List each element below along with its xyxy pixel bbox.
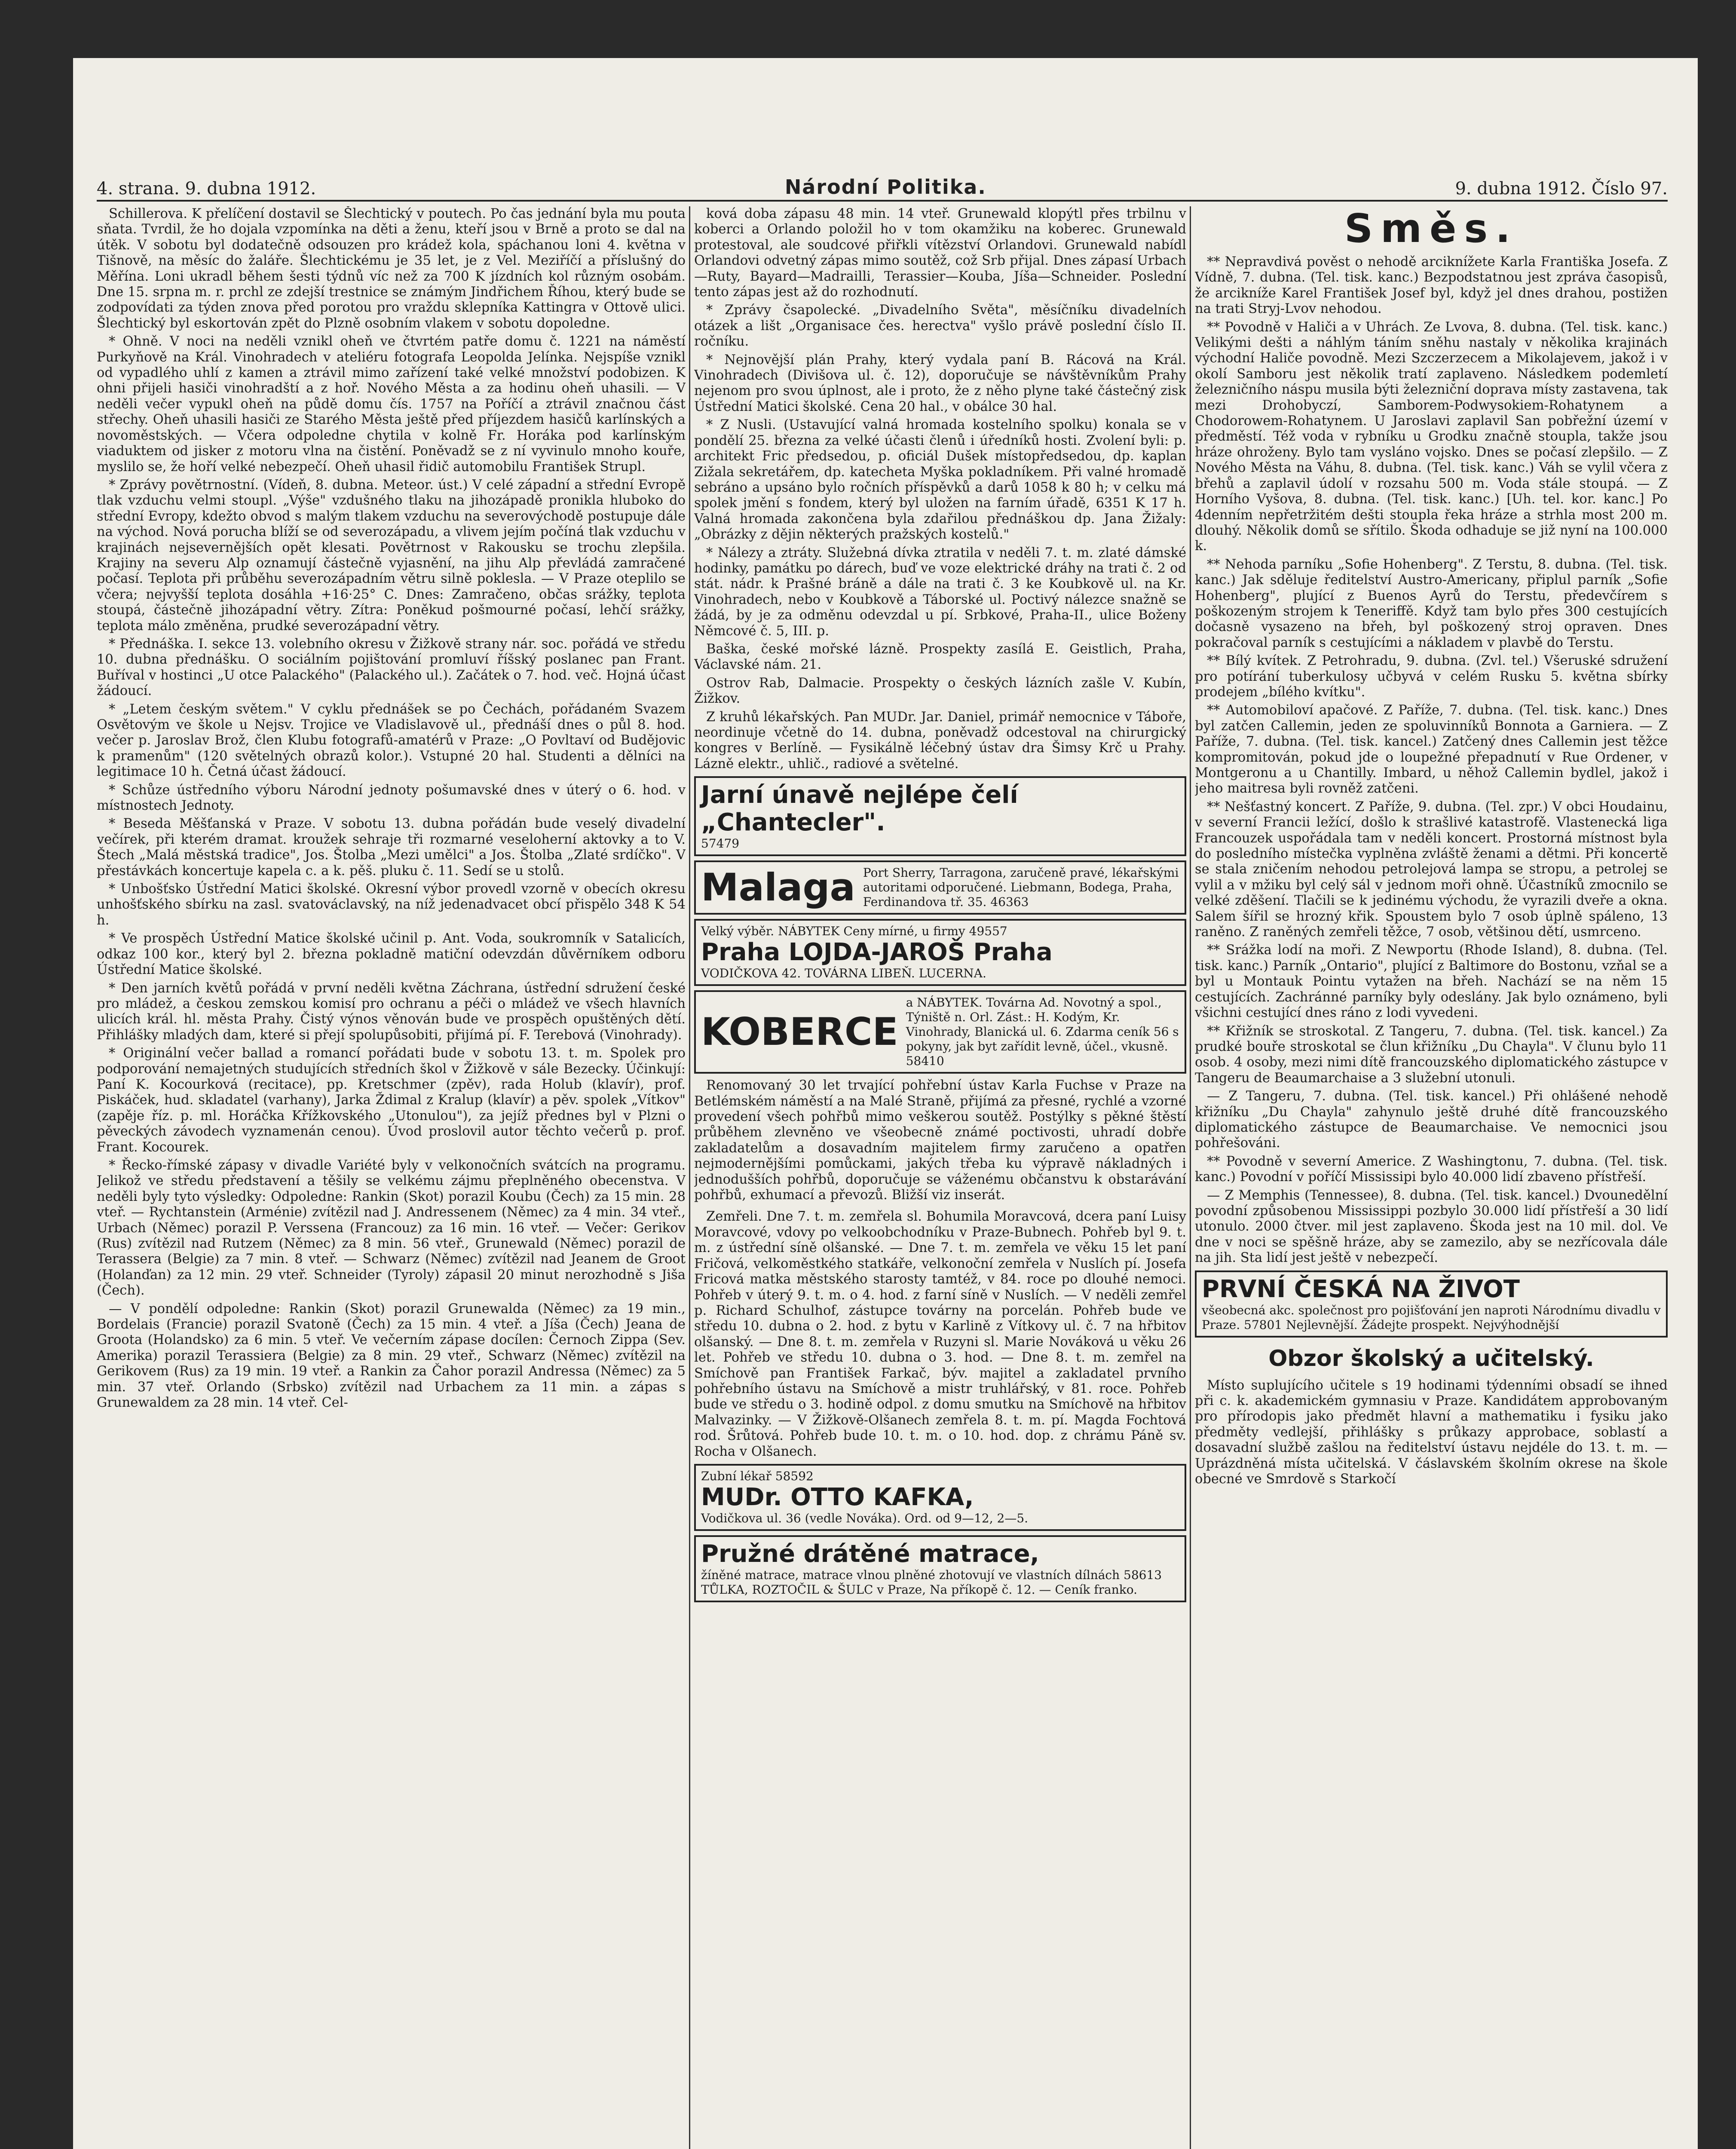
article-paragraph: ková doba zápasu 48 min. 14 vteř. Grunewald klopýtl přes trbilnu v koberci a Orlando položil ho v tom okamžiku na koberec. Grunewald protestoval, ale soudcové přiřkli vítězství Orlandovi. Grunewald nabídl Orlandovi odvetný zápas mimo soutěž, což Srb přijal. Dnes zápasí Urbach—Ruty, Bayard—Madrailli, Terassier—Kouba, Jíša—Schneider. Poslední tento zápas jest až do rozhodnutí. (694, 206, 1186, 300)
column-rule (689, 206, 690, 2149)
article-paragraph: * Unbošťsko Ústřední Matici školské. Okresní výbor provedl vzorně v obecích okresu unhošťského sbírku na zasl. svatováclavský, na níž jedenadvacet obcí přispělo 348 K 54 h. (97, 882, 686, 928)
article-paragraph: * „Letem českým světem." V cyklu přednášek se po Čechách, pořádaném Svazem Osvětovým ve škole u Nejsv. Trojice ve Vladislavově ul., přednáší dnes o půl 8. hod. večer p. Jaroslav Brož, člen Klubu fotografů-amatérů v Praze: „O Povltaví od Budějovic k pramenům" (120 světelných obrazů kolor.). Vstupné 20 hal. Studenti a dělníci na legitimace 10 h. Četná účast žádoucí. (97, 701, 686, 780)
article-paragraph: ** Povodně v severní Americe. Z Washingtonu, 7. dubna. (Tel. tisk. kanc.) Povodní v poříčí Mississipi bylo 40.000 lidí zbaveno přístřeší. (1195, 1154, 1668, 1185)
advert-text: Vodičkova ul. 36 (vedle Nováka). Ord. od 9—12, 2—5. (701, 1511, 1029, 1525)
advert-text: 57479 (701, 836, 740, 851)
advert-malaga (694, 860, 1186, 915)
advert-text: Velký výběr. NÁBYTEK Ceny mírné, u firmy 49557 (701, 924, 1007, 939)
article-paragraph: — Z Tangeru, 7. dubna. (Tel. tisk. kancel.) Při ohlášené nehodě křižníku „Du Chayla" zahynulo ještě druhé dítě francouzského diplomatického zástupce de Beaumarchaise. Ve nemocnici jsou pohřešováni. (1195, 1089, 1668, 1151)
advert-lojda-jaros (694, 919, 1186, 986)
advert-text: všeobecná akc. společnost pro pojišťování jen naproti Národnímu divadlu v Praze. 57801 Nejlevnější. Žádejte prospekt. Nejvýhodnější (1202, 1303, 1661, 1332)
article-paragraph: — V pondělí odpoledne: Rankin (Skot) porazil Grunewalda (Němec) za 19 min., Bordelais (Francie) porazil Svatoně (Čech) za 15 min. 4 vteř. a Jíša (Čech) Jeana de Groota (Holandsko) za 6 min. 5 vteř. Ve večerním zápase docílen: Černoch Zippa (Sev. Amerika) porazil Terassiera (Belgie) za 8 min. 29 vteř., Schwarz (Němec) zvítězil na Gerikovem (Rus) za 19 min. 19 vteř. a Rankin za Čahor porazil Andressa (Němec) za 5 min. 37 vteř. Orlando (Srbsko) zvítězil nad Urbachem za 11 min. a zápas s Grunewaldem za 28 min. 14 vteř. Cel- (97, 1301, 686, 1411)
article-paragraph: * Ohně. V noci na neděli vznikl oheň ve čtvrtém patře domu č. 1221 na náměstí Purkyňově na Král. Vinohradech v ateliéru fotografa Leopolda Jelínka. Nejspíše vznikl od vypadlého uhlí z kamen a ztrávil mimo zařízení také velké množství podobizen. K ohni přijeli hasiči vinohradští a z hoř. Nového Města a za hodinu oheň uhasili. — V neděli večer vypukl oheň na půdě domu čís. 1757 na Poříčí a ztrávil značnou část střechy. Oheň uhasili hasiči ze Starého Města ještě před příjezdem hasičů karlínských a novoměstských. — Včera odpoledne chytila v kolně Fr. Horáka pod karlínským viaduktem od jisker z motoru vlna na čistění. Poněvadž se z ní vyvinulo mnoho kouře, myslilo se, že hoří velké nebezpečí. Oheň uhasil řidič automobilu František Strupl. (97, 334, 686, 474)
article-paragraph: * Den jarních květů pořádá v první neděli května Záchrana, ústřední sdružení české pro mládež, a českou zemskou komisí pro ochranu a péči o mládež ve všech hlavních ulicích král. hl. města Prahy. Čistý výnos věnován bude ve prospěch opuštěných dětí. Přihlášky mladých dam, které si přejí spolupůsobiti, přijímá pí. F. Terebová (Vinohrady). (97, 980, 686, 1043)
article-paragraph: ** Povodně v Haliči a v Uhrách. Ze Lvova, 8. dubna. (Tel. tisk. kanc.) Velikými dešti a náhlým táním sněhu nastaly v několika krajinách východní Haliče povodně. Mezi Szczerzecem a Mikolajevem, jakož i v okolí Samboru jest několik tratí zaplaveno. Následkem podemletí železničního náspu musila býti železniční doprava místy zastavena, tak mezi Drohobyczí, Samborem-Podwysokiem-Rohatynem a Chodorowem-Rohatynem. U Jaroslavi zaplavil San pobřežní území v předměstí. Též voda v rybníku u Grodku značně stoupla, takže jsou hráze ohroženy. Bylo tam vysláno vojsko. Dnes se počasí zlepšilo. — Z Nového Města na Váhu, 8. dubna. (Tel. tisk. kanc.) Váh se vylil včera z břehů a zaplavil údolí v rozsahu 500 m. Voda stále stoupá. — Z Horního Vyšova, 8. dubna. (Tel. tisk. kanc.) [Uh. tel. kor. kanc.] Po 4denním nepřetržitém dešti stoupla řeka hráze a strhla most 200 m. dlouhý. Několik domů se sřítilo. Škoda odhaduje se již nyní na 100.000 k. (1195, 319, 1668, 554)
article-paragraph: Zemřeli. Dne 7. t. m. zemřela sl. Bohumila Moravcová, dcera paní Luisy Moravcové, vdovy po velkoobchodníku v Praze-Bubnech. Pohřeb byl 9. t. m. z ústřední síně olšanské. — Dne 7. t. m. zemřela ve věku 15 let paní Fričová, velkoměstkého statkáře, velkonoční zemřela v Nuslích pí. Josefa Fricová matka městského starosty tamtéž, v 84. roce po dlouhé nemoci. Pohřeb v úterý 9. t. m. o 4. hod. z farní síně v Nuslích. — V neděli zemřel p. Richard Schulhof, zástupce továrny na porcelán. Pohřeb bude ve středu 10. dubna o 2. hod. z bytu v Karlině z Vítkovy ul. č. 7 na hřbitov olšanský. — Dne 8. t. m. zemřela v Ruzyni sl. Marie Nováková u věku 26 let. Pohřeb ve středu 10. dubna o 3. hod. — Dne 8. t. m. zemřel na Smíchově pan František Farkač, býv. majitel a zakladatel prvního pohřebního ústavu na Smíchově a mistr truhlářský, v 81. roce. Pohřeb bude ve středu o 3. hodině odpol. z domu smutku na Smíchově na hřbitov Malvazinky. — V Žižkově-Olšanech zemřela 8. t. m. pí. Magda Fochtová rod. Šrůtová. Pohřeb bude 10. t. m. o 10. hod. dop. z chrámu Páně sv. Rocha v Olšanech. (694, 1209, 1186, 1459)
advert-headline: Pružné drátěné matrace, (701, 1540, 1039, 1568)
advert-text: žíněné matrace, matrace vlnou plněné zhotovují ve vlastních dílnách 58613 TŮLKA, ROZTOČIL & ŠULC v Praze, Na příkopě č. 12. — Ceník franko. (701, 1567, 1162, 1597)
page-info-right: 9. dubna 1912. Číslo 97. (1455, 179, 1668, 199)
article-paragraph: * Beseda Měšťanská v Praze. V sobotu 13. dubna pořádán bude veselý divadelní večírek, při kterém dramat. kroužek sehraje tři rozmarné veseloherní aktovky a to V. Štech „Malá městská tradice", Jos. Štolba „Mezi umělci" a Jos. Štolba „Zlaté srdíčko". V přestávkách koncertuje kapela c. a k. pěš. pluku č. 11. Sedí se u stolů. (97, 816, 686, 879)
column-rule (1190, 206, 1191, 2149)
article-paragraph: — Z Memphis (Tennessee), 8. dubna. (Tel. tisk. kancel.) Dvounedělní povodní způsobenou Mississippi pozbylo 30.000 lidí přístřeší a 30 lidí utonulo. 2000 čtver. mil jest zaplaveno. Škoda jest na 10 mil. dol. Ve dne v noci se spěšně hráze, aby se zamezilo, aby se nezřícovala dále na jih. Sta lidí jest ještě v nebezpečí. (1195, 1188, 1668, 1266)
article-paragraph: * Originální večer ballad a romancí pořádati bude v sobotu 13. t. m. Spolek pro podporování nemajetných studujících středních škol v Žižkově v sále Bezecky. Účinkují: Paní K. Kocourková (recitace), pp. Kretschmer (zpěv), rada Holub (klavír), prof. Piskáček, hud. skladatel (varhany), Jarka Ždimal z Kralup (klavír) a pěv. spolek „Vítkov" (zapěje říz. p. ml. Horáčka Křížkovského „Utonulou"), za jejíž přednes byl v Plzni o pěveckých závodech vyznamenán cenou). Úvod proslovil autor těchto večerů p. prof. Frant. Kocourek. (97, 1046, 686, 1155)
article-paragraph: * Řecko-římské zápasy v divadle Variété byly v velkonočních svátcích na programu. Jelikož ve středu představení a těšily se velkému zájmu přeplněného obecenstva. V neděli byly tyto výsledky: Odpoledne: Rankin (Skot) porazil Koubu (Čech) za 15 min. 28 vteř. — Rychtanstein (Arménie) zvítězil nad J. Andressenem (Němec) za 4 min. 34 vteř., Urbach (Němec) porazil P. Verssena (Francouz) za 16 min. 16 vteř. — Večer: Gerikov (Rus) zvítězil nad Rutzem (Němec) za 8 min. 56 vteř., Grunewald (Němec) porazil de Terassera (Belgie) za 7 min. 8 vteř. — Schwarz (Němec) zvítězil nad Jeanem de Groot (Holanďan) za 12 min. 29 vteř. Schneider (Tyroly) zápasil 20 minut nerozhodně s Jiša (Čech). (97, 1157, 686, 1298)
masthead: Národní Politika. (784, 175, 986, 199)
section-heading: Obzor školský a učitelský. (1268, 1345, 1594, 1371)
header-rule (97, 200, 1668, 202)
article-paragraph: ** Automobiloví apačové. Z Paříže, 7. dubna. (Tel. tisk. kanc.) Dnes byl zatčen Callemin, jeden ze spoluvinníků Bonnota a Garniera. — Z Paříže, 7. dubna. (Tel. tisk. kancel.) Zatčený dnes Callemin jest těžce kompromitován, pokud jde o loupežné přepadnutí v Rue Ordener, v Montgeronu a u Chantilly. Imbard, u něhož Callemin bydlel, jakož i jeho maitresa byli rovněž zatčeni. (1195, 703, 1668, 796)
advert-kafka (694, 1464, 1186, 1531)
advert-text: a NÁBYTEK. Továrna Ad. Novotný a spol., Týniště n. Orl. Zást.: H. Kodým, Kr. Vinohrady, Blanická ul. 6. Zdarma ceník 56 s pokyny, jak byt zařídit levně, účel., vkusně. 58410 (906, 995, 1179, 1068)
advert-text: Port Sherry, Tarragona, zaručeně pravé, lékařskými autoritami odporučené. Liebmann, Bodega, Praha, Ferdinandova tř. 35. 46363 (863, 866, 1179, 909)
advert-headline: Praha LOJDA-JAROŠ Praha (701, 938, 1053, 967)
article-paragraph: ** Nešťastný koncert. Z Paříže, 9. dubna. (Tel. zpr.) V obci Houdainu, v severní Francii ležící, došlo k strašlivé katastrofě. Vlastenecká liga Francouzek uspořádala tam v neděli koncert. Prostorná místnost byla do posledního místečka vyplněna zvláště ženami a dětmi. Při koncertě se stala zničením nehodou petrolejová lampa se stropu, a petrolej se vylil a v mžiku byl celý sál v jednom moři ohně. Účastníků zmocnilo se velké zděšení. Tlačili se k jedinému východu, že vyrazili dveře a okna. Salem šířil se hrozný křik. Spoustem bylo 7 osob úplně spáleno, 13 raněno. Z raněných zemřeli těžce, 7 osob, většinou dětí, usmrceno. (1195, 799, 1668, 940)
page-header (97, 168, 1668, 199)
article-paragraph: Schillerova. K přelíčení dostavil se Šlechtický v poutech. Po čas jednání byla mu pouta sňata. Tvrdil, že ho dojala vzpomínka na děti a ženu, kteří jsou v Brně a proto se dal na útěk. V sobotu byl dodatečně odsouzen pro krádež kola, spáchanou loni 4. května v Tišnově, na měsíc do žaláře. Šlechtickému je 35 let, je z Vel. Meziříčí a příslušný do Měřína. Loni ukradl během šesti týdnů víc než za 700 K jízdních kol různým osobám. Dne 15. srpna m. r. prchl ze zdejší trestnice se známým Jindřichem Říhou, který bude se zodpovídati za týden znova před porotou pro vraždu sklepníka Kattingra v Ottově ulici. Šlechtický byl eskortován zpět do Plzně osobním vlakem v sobotu dopoledne. (97, 206, 686, 331)
advert-matrace (694, 1535, 1186, 1602)
article-paragraph: * Nálezy a ztráty. Služebná dívka ztratila v neděli 7. t. m. zlaté dámské hodinky, památku po dárech, buď ve voze elektrické dráhy na trati č. 2 od stát. nádr. k Prašné bráně a dále na trati č. 3 ke Koubkově ul. na Kr. Vinohradech, nebo v Koubkově a Táborské ul. Poctivý nálezce snažně se žádá, by je za odměnu odevzdal u pí. Srbkové, Praha-II., ulice Boženy Němcové č. 5, III. p. (694, 545, 1186, 639)
newspaper-page (73, 58, 1698, 2149)
article-paragraph: Z kruhů lékařských. Pan MUDr. Jar. Daniel, primář nemocnice v Táboře, neordinuje včetně do 14. dubna, poněvadž odcestoval na chirurgický kongres v Berlíně. — Fysikálně léčebný ústav dra Šimsy Krč u Prahy. Lázně elektr., uhlič., radiové a světelné. (694, 709, 1186, 771)
advert-text: Zubní lékař 58592 (701, 1469, 814, 1483)
advert-headline: MUDr. OTTO KAFKA, (701, 1483, 974, 1511)
article-paragraph: ** Křižník se stroskotal. Z Tangeru, 7. dubna. (Tel. tisk. kancel.) Za prudké bouře stroskotal se člun křižníku „Du Chayla". V člunu bylo 11 osob. 4 osoby, mezi nimi dítě francouzského diplomatického zástupce v Tangeru de Beaumarchaise a 3 služební utonuli. (1195, 1023, 1668, 1086)
article-paragraph: Renomovaný 30 let trvající pohřební ústav Karla Fuchse v Praze na Betlémském náměstí a na Malé Straně, přijímá za přesné, rychlé a vzorné provedení všech pohřbů mimo veškerou soutěž. Postýlky s pěkné štěstí průběhem zlevněno ve všeobecně známé poctivosti, uhradí dobře zakladatelům a dosavadním majitelem firmy zaručeno a opatřen nejmodernějšími pomůckami, jakých třeba ku výpravě nákladných i jednodušších pohřbů, doporučuje se váženému občanstvu k obstarávání pohřbů, exhumací a převozů. Bližší viz inserát. (694, 1078, 1186, 1203)
article-paragraph: ** Bílý kvítek. Z Petrohradu, 9. dubna. (Zvl. tel.) Všeruské sdružení pro potírání tuberkulosy učbyvá v celém Rusku 5. května sbírky prodejem „bílého kvítku". (1195, 653, 1668, 700)
article-paragraph: * Zprávy povětrnostní. (Vídeň, 8. dubna. Meteor. úst.) V celé západní a střední Evropě tlak vzduchu velmi stoupl. „Výše" vzdušného tlaku na jihozápadě pronikla hluboko do střední Evropy, kdežto obvod s malým tlakem vzduchu na severovýchodě postupuje dále na východ. Nová porucha blíží se od severozápadu, a vlivem jejím počíná tlak vzduchu v krajinách nejsevernějších opět klesati. Povětrnost v Rakousku se trochu zlepšila. Krajiny na severu Alp oznamují částečně vyjasnění, na jihu Alp převládá zamračené počasí. Teplota při průběhu severozápadním větru silně poklesla. — V Praze oteplilo se včera; nejvyšší teplota dosáhla +16·25° C. Dnes: Zamračeno, občas srážky, teplota stoupá, částečně jihozápadní větry. Zítra: Poněkud pošmourné počasí, lehčí srážky, teplota málo změněna, prudké severozápadní větry. (97, 477, 686, 634)
advert-headline: Jarní únavě nejlépe čelí „Chantecler". (701, 781, 1018, 837)
article-paragraph: * Schůze ústředního výboru Národní jednoty pošumavské dnes v úterý o 6. hod. v místnostech Jednoty. (97, 782, 686, 814)
article-paragraph: * Přednáška. I. sekce 13. volebního okresu v Žižkově strany nár. soc. pořádá ve středu 10. dubna přednášku. O sociálním pojištování promluví říšský poslanec pan Frant. Buříval v hostinci „U otce Palackého" (Palackého ul.). Začátek o 7. hod. več. Hojná účast žádoucí. (97, 636, 686, 699)
advert-headline: PRVNÍ ČESKÁ NA ŽIVOT (1202, 1275, 1520, 1303)
advert-headline: KOBERCE (701, 1010, 898, 1054)
advert-jarni-unave (694, 776, 1186, 856)
section-heading: Směs. (1344, 206, 1519, 251)
article-paragraph: Místo suplujícího učitele s 19 hodinami týdenními obsadí se ihned při c. k. akademickém gymnasiu v Praze. Kandidátem approbovaným pro přírodopis jako předmět hlavní a mathematiku i fysiku jako předměty vedlejší, přihlášky s průkazy approbace, soblastí a dosavadní službě zašlou na ředitelství ústavu nejdéle do 13. t. m. — Uprázdněná místa učitelská. V čáslavském školním okrese na škole obecné ve Smrdově s Starkočí (1195, 1378, 1668, 1487)
article-paragraph: ** Nepravdivá pověst o nehodě arciknížete Karla Františka Josefa. Z Vídně, 7. dubna. (Tel. tisk. kanc.) Bezpodstatnou jest zpráva časopisů, že arcikníže Karel František Josef byl, když jel dnes drahou, postižen na trati Stryj-Lvov nehodou. (1195, 254, 1668, 317)
column-3 (1195, 206, 1668, 2149)
advert-koberce (694, 990, 1186, 1074)
article-paragraph: * Z Nusli. (Ustavující valná hromada kostelního spolku) konala se v pondělí 25. března za velké účasti členů i úředníků hosti. Zvolení byli: p. architekt Fric předsedou, p. oficiál Dušek místopředsedou, dp. kaplan Zižala sekretářem, dp. katecheta Myška pokladníkem. Při valné hromadě sebráno a upsáno bylo ročních příspěvků a darů 1058 k 80 h; v celku má spolek jmění s fondem, který byl uložen na farním úřadě, 6351 K 17 h. Valná hromada zakončena byla zdařilou přednáškou dp. Jana Žižaly: „Obrázky z dějin některých pražských kostelů." (694, 417, 1186, 542)
article-paragraph: * Zprávy čsapolecké. „Divadelního Světa", měsíčníku divadelních otázek a lišt „Organisace čes. herectva" vyšlo právě poslední číslo II. ročníku. (694, 303, 1186, 349)
advert-text: VODIČKOVA 42. TOVÁRNA LIBEŇ. LUCERNA. (701, 966, 986, 981)
advert-headline: Malaga (701, 865, 855, 910)
column-1 (97, 206, 686, 2149)
article-paragraph: Ostrov Rab, Dalmacie. Prospekty o českých lázních zašle V. Kubín, Žižkov. (694, 675, 1186, 707)
article-paragraph: ** Nehoda parníku „Sofie Hohenberg". Z Terstu, 8. dubna. (Tel. tisk. kanc.) Jak sděluje ředitelství Austro-Americany, připlul parník „Sofie Hohenberg", plující z Buenos Ayrů do Terstu, předevčírem s poškozeným strojem k Teneriffě. Když tam bylo přes 300 cestujících dočasně vysazeno na břeh, byl poškozený stroj opraven. Dnes pokračoval parník s cestujícími a nákladem v plavbě do Terstu. (1195, 557, 1668, 650)
article-paragraph: ** Srážka lodí na moři. Z Newportu (Rhode Island), 8. dubna. (Tel. tisk. kanc.) Parník „Ontario", plující z Baltimore do Bostonu, vzňal se a byl u Montauk Pointu vytažen na břeh. Nachází se na něm 15 cestujících. Zachránné parníky byly odeslány. Jak bylo oznámeno, byli všichni cestující dnes ráno z lodi vyvedeni. (1195, 943, 1668, 1021)
article-paragraph: Baška, české mořské lázně. Prospekty zasílá E. Geistlich, Praha, Václavské nám. 21. (694, 641, 1186, 673)
column-2 (694, 206, 1186, 2149)
article-paragraph: * Nejnovější plán Prahy, který vydala paní B. Rácová na Král. Vinohradech (Divišova ul. č. 12), doporučuje se návštěvníkům Prahy nejenom pro svou úplnost, ale i proto, že z něho plyne také částečný zisk Ústřední Matici školské. Cena 20 hal., v obálce 30 hal. (694, 352, 1186, 414)
article-paragraph: * Ve prospěch Ústřední Matice školské učinil p. Ant. Voda, soukromník v Satalicích, odkaz 100 kor., který byl 2. března pokladně matiční odevzdán důvěrníkem odboru Ústřední Matice školské. (97, 931, 686, 978)
page-info-left: 4. strana. 9. dubna 1912. (97, 179, 316, 199)
advert-prvni-ceska (1195, 1270, 1668, 1338)
